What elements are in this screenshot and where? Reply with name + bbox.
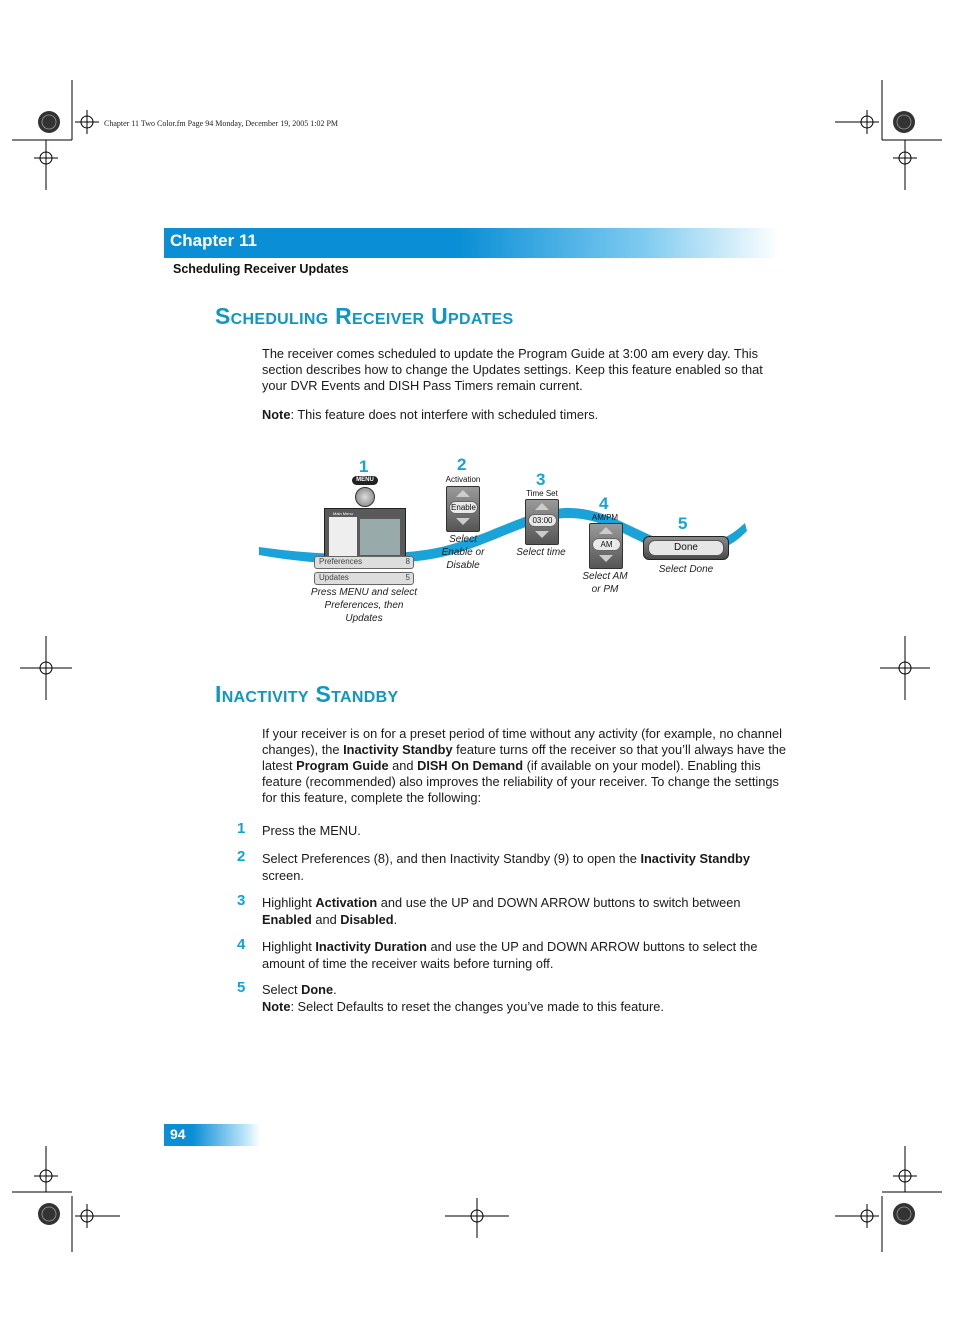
- step-4-a: Highlight: [262, 939, 316, 954]
- chapter-label: Chapter 11: [170, 231, 257, 250]
- down-arrow-icon[interactable]: [535, 531, 549, 538]
- menu-screen: [324, 508, 406, 560]
- menu-item-preferences[interactable]: [314, 556, 414, 569]
- step-4-number: 4: [237, 936, 246, 953]
- menu-item-preferences-label: Preferences: [319, 557, 363, 566]
- section-title-inactivity: Inactivity Standby: [215, 681, 399, 707]
- step-1-text: Press the MENU.: [262, 823, 361, 838]
- step-4-c: and use the UP and DOWN ARROW buttons to select the amount of time the receiver waits before turning off.: [262, 939, 758, 971]
- step-4-b: Inactivity Duration: [315, 939, 427, 954]
- running-head: Scheduling Receiver Updates: [173, 262, 349, 276]
- step-3-d: Enabled: [262, 912, 312, 927]
- inactivity-text-4: (if available on your model). Enabling this feature (recommended) also improves the reliability of your receiver. To change the settings for this feature, complete the following:: [262, 758, 779, 805]
- note-text: : This feature does not interfere with scheduled timers.: [290, 407, 599, 422]
- figure-step-3-caption: Select time: [516, 547, 566, 558]
- up-arrow-icon[interactable]: [456, 490, 470, 497]
- inactivity-text-1: If your receiver is on for a preset period of time without any activity (for example, no channel changes), the: [262, 726, 782, 757]
- step-3-b: Activation: [315, 895, 378, 910]
- step-2-number: 2: [237, 848, 246, 865]
- figure-step-2-number: 2: [457, 455, 467, 474]
- done-button-frame[interactable]: [643, 536, 729, 560]
- inactivity-text-3: and: [388, 758, 418, 773]
- step-5-text: [262, 981, 790, 1015]
- inactivity-bold-3: DISH On Demand: [417, 758, 524, 773]
- screen-title: Main Menu: [333, 511, 353, 516]
- step-3-c: and use the UP and DOWN ARROW buttons to switch between: [377, 895, 741, 910]
- note-label: Note: [262, 407, 291, 422]
- inactivity-bold-1: Inactivity Standby: [343, 742, 453, 757]
- inactivity-bold-2: Program Guide: [296, 758, 389, 773]
- figure-step-1-caption: Press MENU and select Preferences, then Updates: [310, 587, 418, 624]
- step-5-c: .: [333, 982, 337, 997]
- step-3-g: .: [393, 912, 398, 927]
- screen-preview: [360, 519, 400, 555]
- time-set-control[interactable]: [525, 499, 559, 545]
- time-set-value[interactable]: 03:00: [528, 514, 557, 527]
- section-title-scheduling: Scheduling Receiver Updates: [215, 303, 514, 329]
- step-2-b: Inactivity Standby: [640, 851, 750, 866]
- menu-button-icon: [355, 487, 375, 507]
- ampm-value[interactable]: AM: [592, 538, 621, 551]
- step-3-a: Highlight: [262, 895, 316, 910]
- figure-step-3-number: 3: [536, 470, 546, 489]
- inactivity-paragraph: [262, 726, 790, 806]
- figure-step-4-caption: Select AM or PM: [582, 571, 628, 595]
- step-3-text: [262, 894, 790, 928]
- step-2-c: screen.: [262, 868, 304, 883]
- ampm-title: AM/PM: [591, 513, 619, 522]
- menu-item-updates-label: Updates: [319, 573, 349, 582]
- step-3-e: and: [311, 912, 341, 927]
- step-3-number: 3: [237, 892, 246, 909]
- page-number: 94: [170, 1126, 186, 1142]
- printer-slug: Chapter 11 Two Color.fm Page 94 Monday, December 19, 2005 1:02 PM: [104, 119, 339, 128]
- done-button[interactable]: Done: [648, 540, 724, 556]
- step-5-note-label: Note: [262, 999, 291, 1014]
- figure-step-2-caption: Select Enable or Disable: [441, 534, 485, 571]
- step-1-number: 1: [237, 820, 246, 837]
- up-arrow-icon[interactable]: [535, 503, 549, 510]
- inactivity-text-2: feature turns off the receiver so that you’ll always have the latest: [262, 742, 787, 773]
- step-2-a: Select Preferences (8), and then Inactivity Standby (9) to open the: [262, 851, 641, 866]
- updates-figure: [255, 455, 755, 630]
- intro-paragraph: The receiver comes scheduled to update the Program Guide at 3:00 am every day. This section describes how to change the Updates settings. Keep this feature enabled so that your DVR Events and DISH Pass Timers remain current.: [262, 346, 763, 393]
- menu-item-preferences-num: 8: [405, 557, 410, 566]
- menu-item-updates-num: 5: [405, 573, 410, 582]
- step-5-a: Select: [262, 982, 302, 997]
- up-arrow-icon[interactable]: [599, 527, 613, 534]
- figure-step-1-number: 1: [359, 457, 369, 476]
- screen-list: [329, 517, 357, 557]
- menu-item-updates[interactable]: [314, 572, 414, 585]
- figure-step-4-number: 4: [599, 494, 609, 513]
- activation-title: Activation: [445, 475, 481, 484]
- step-3-f: Disabled: [340, 912, 394, 927]
- menu-button-label: MENU: [352, 476, 378, 485]
- activation-control[interactable]: [446, 486, 480, 532]
- step-2-text: [262, 850, 790, 884]
- step-5-number: 5: [237, 979, 246, 996]
- down-arrow-icon[interactable]: [456, 518, 470, 525]
- time-set-title: Time Set: [526, 489, 558, 498]
- ampm-control[interactable]: [589, 523, 623, 569]
- note-paragraph: [262, 407, 790, 423]
- step-4-text: [262, 938, 790, 972]
- down-arrow-icon[interactable]: [599, 555, 613, 562]
- activation-value[interactable]: Enable: [449, 501, 478, 514]
- figure-step-5-caption: Select Done: [658, 564, 714, 575]
- step-5-note-text: : Select Defaults to reset the changes you’ve made to this feature.: [290, 999, 664, 1014]
- figure-step-5-number: 5: [678, 514, 688, 533]
- step-5-b: Done: [301, 982, 334, 997]
